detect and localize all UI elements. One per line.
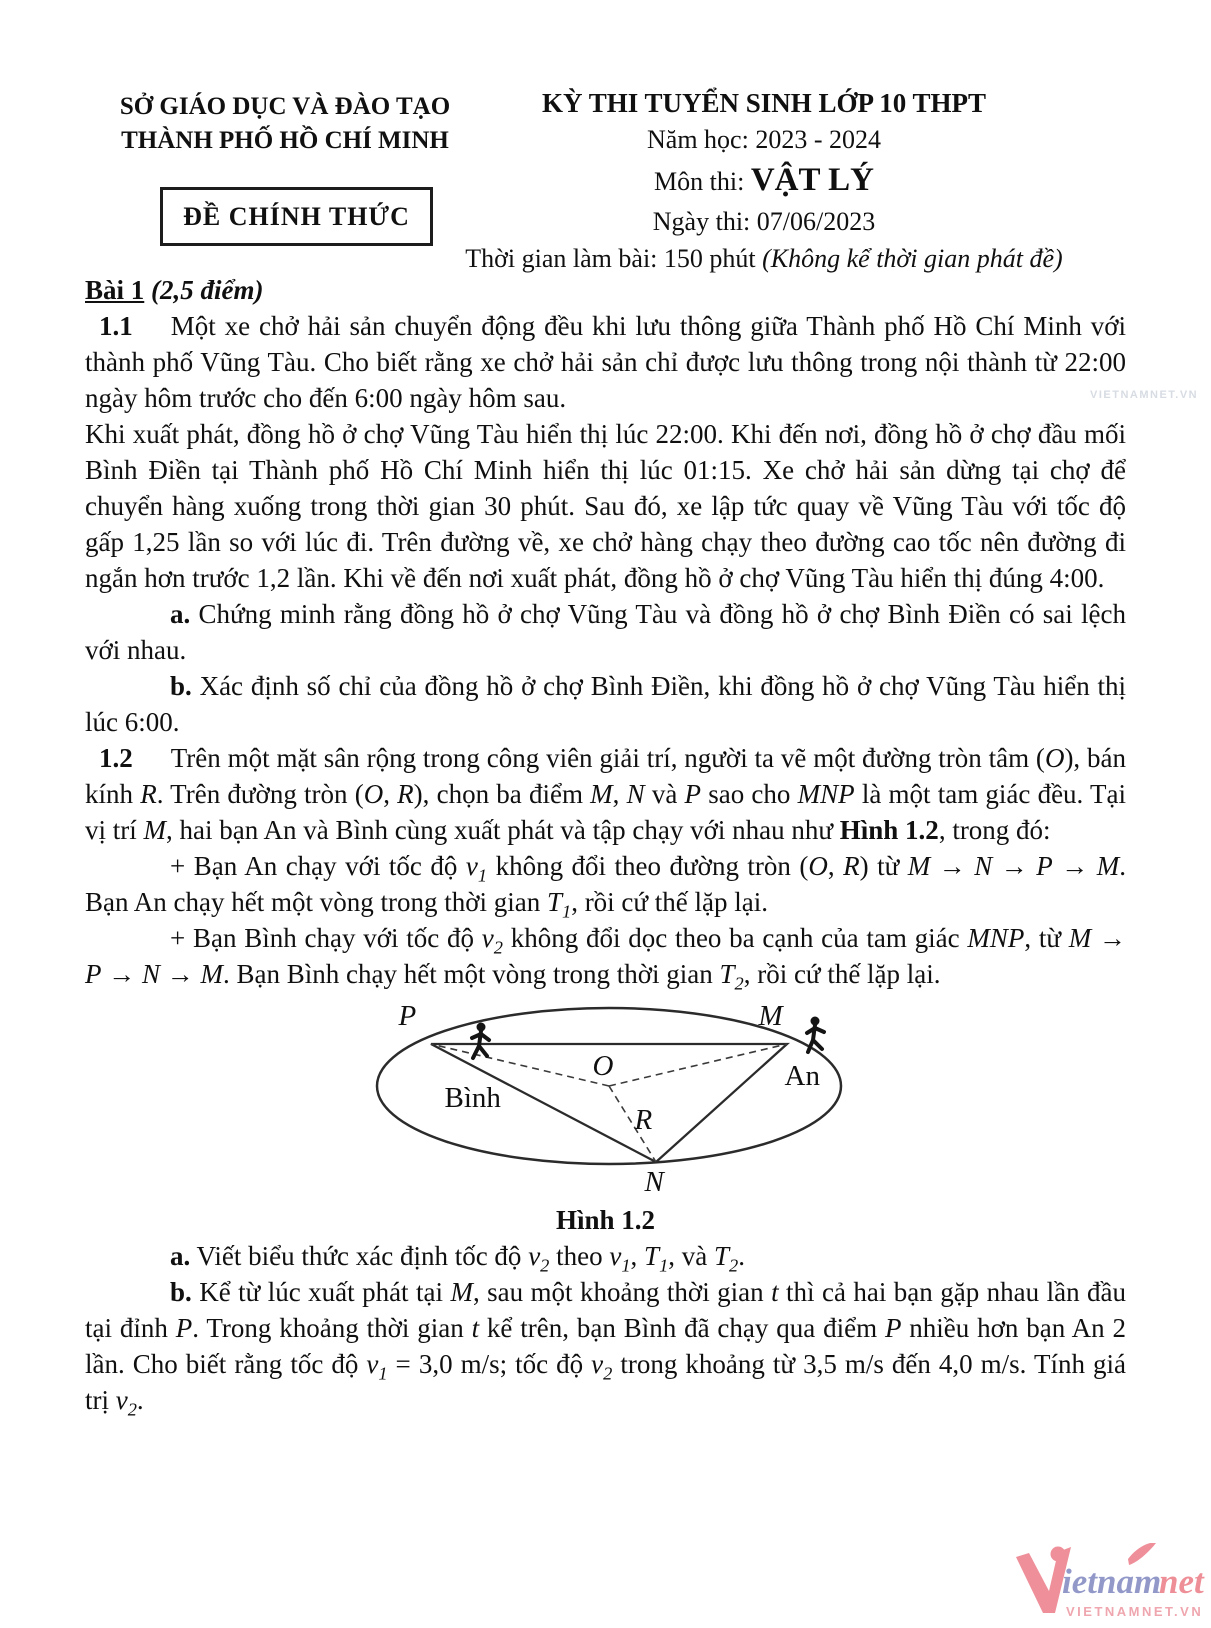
authority-line-1: SỞ GIÁO DỤC VÀ ĐÀO TẠO bbox=[119, 93, 451, 120]
runner-an-description: + Bạn An chạy với tốc độ $v_1$ không đổi theo đường tròn (O, R) từ M → N → P → M. Bạn An chạy hết một vòng trong thời gian $T_1$, rồi cứ thế lặp lại. bbox=[85, 851, 1127, 922]
vertex-label-P: P bbox=[398, 1000, 417, 1032]
logo-dot bbox=[1051, 1547, 1066, 1562]
exam-title: KỲ THI TUYỂN SINH LỚP 10 THPT bbox=[541, 88, 987, 118]
exam-body bbox=[85, 272, 1126, 1418]
radius-label-R: R bbox=[634, 1104, 653, 1136]
section-heading bbox=[85, 272, 1126, 308]
section-points: (2,5 điểm) bbox=[144, 275, 264, 305]
subject-label: Môn thi: bbox=[654, 167, 751, 196]
question-1-1 bbox=[85, 308, 1126, 416]
logo-text-ietnam: ietnam bbox=[1062, 1562, 1162, 1601]
section-title: Bài 1 bbox=[85, 275, 145, 305]
question-1-1-text: Một xe chở hải sản chuyển động đều khi lưu thông giữa Thành phố Hồ Chí Minh với thành phố Vũng Tàu. Cho biết rằng xe chở hải sản chỉ được lưu thông trong nội thành từ 22:00 ngày hôm trước cho đến 6:00 ngày hôm sau. bbox=[85, 311, 1126, 413]
circle-triangle-diagram bbox=[361, 1002, 851, 1202]
question-1-2-a: a. Viết biểu thức xác định tốc độ $v_2$ theo $v_1$, $T_1$, và $T_2$. bbox=[170, 1241, 745, 1276]
official-exam-stamp: ĐỀ CHÍNH THỨC bbox=[160, 187, 433, 246]
exam-header bbox=[390, 85, 1138, 277]
center-label-O: O bbox=[592, 1050, 614, 1082]
subject-line bbox=[390, 158, 1138, 204]
faint-watermark: VIETNAMNET.VN bbox=[1090, 389, 1199, 401]
runner-binh-label: Bình bbox=[444, 1082, 501, 1114]
figure-caption: Hình 1.2 bbox=[555, 1205, 656, 1235]
runner-binh-description: + Bạn Bình chạy với tốc độ $v_2$ không đổi dọc theo ba cạnh của tam giác MNP, từ M → P → N → M. Bạn Bình chạy hết một vòng trong thời gian $T_2$, rồi cứ thế lặp lại. bbox=[85, 923, 1127, 994]
question-1-1-a: a. Chứng minh rằng đồng hồ ở chợ Vũng Tàu và đồng hồ ở chợ Bình Điền có sai lệch với nhau. bbox=[85, 599, 1126, 665]
logo-text-net: net bbox=[1159, 1562, 1204, 1601]
paragraph-trip-details: Khi xuất phát, đồng hồ ở chợ Vũng Tàu hiển thị lúc 22:00. Khi đến nơi, đồng hồ ở chợ đầu mối Bình Điền tại Thành phố Hồ Chí Minh hiển thị lúc 01:15. Xe chở hải sản dừng tại chợ để chuyển hàng xuống trong thời gian 30 phút. Sau đó, xe lập tức quay về Vũng Tàu với tốc độ gấp 1,25 lần so với lúc đi. Trên đường về, xe chở hàng chạy theo đường cao tốc nên đường đi ngắn hơn trước 1,2 lần. Khi về đến nơi xuất phát, đồng hồ ở chợ Vũng Tàu hiển thị đúng 4:00. bbox=[85, 419, 1126, 593]
question-1-2-number: 1.2 bbox=[99, 743, 133, 773]
question-1-2-text: Trên một mặt sân rộng trong công viên giải trí, người ta vẽ một đường tròn tâm (O), bán kính R. Trên đường tròn (O, R), chọn ba điểm M, N và P sao cho MNP là một tam giác đều. Tại vị trí M, hai bạn An và Bình cùng xuất phát và tập chạy với nhau như Hình 1.2, trong đó: bbox=[85, 743, 1127, 845]
runner-an-icon bbox=[807, 1017, 824, 1053]
school-year: Năm học: 2023 - 2024 bbox=[647, 125, 881, 154]
question-1-2-b: b. Kể từ lúc xuất phát tại M, sau một khoảng thời gian t thì cả hai bạn gặp nhau lần đầu tại đỉnh P. Trong khoảng thời gian t kể trên, bạn Bình đã chạy qua điểm P nhiều hơn bạn An 2 lần. Cho biết rằng tốc độ $v_1 = 3,0$ m/s; tốc độ $v_2$ trong khoảng từ 3,5 m/s đến 4,0 m/s. Tính giá trị $v_2$. bbox=[85, 1277, 1126, 1420]
question-1-2 bbox=[85, 740, 1126, 848]
vietnamnet-logo-watermark bbox=[1010, 1543, 1211, 1625]
vertex-label-N: N bbox=[644, 1166, 664, 1198]
question-1-1-b: b. Xác định số chỉ của đồng hồ ở chợ Bình Điền, khi đồng hồ ở chợ Vũng Tàu hiển thị lúc 6:00. bbox=[85, 671, 1126, 737]
exam-date: Ngày thi: 07/06/2023 bbox=[652, 207, 876, 236]
duration-note: (Không kể thời gian phát đề) bbox=[762, 244, 1063, 273]
logo-url: VIETNAMNET.VN bbox=[1066, 1604, 1204, 1619]
runner-an-label: An bbox=[784, 1060, 820, 1092]
authority-line-2: THÀNH PHỐ HỒ CHÍ MINH bbox=[121, 127, 449, 154]
subject-name: VẬT LÝ bbox=[750, 162, 874, 198]
question-1-1-number: 1.1 bbox=[99, 311, 133, 341]
figure-1-2 bbox=[361, 1002, 851, 1202]
vertex-label-M: M bbox=[758, 1000, 783, 1032]
duration-text: Thời gian làm bài: 150 phút bbox=[465, 244, 763, 273]
runner-binh-icon bbox=[472, 1023, 489, 1059]
